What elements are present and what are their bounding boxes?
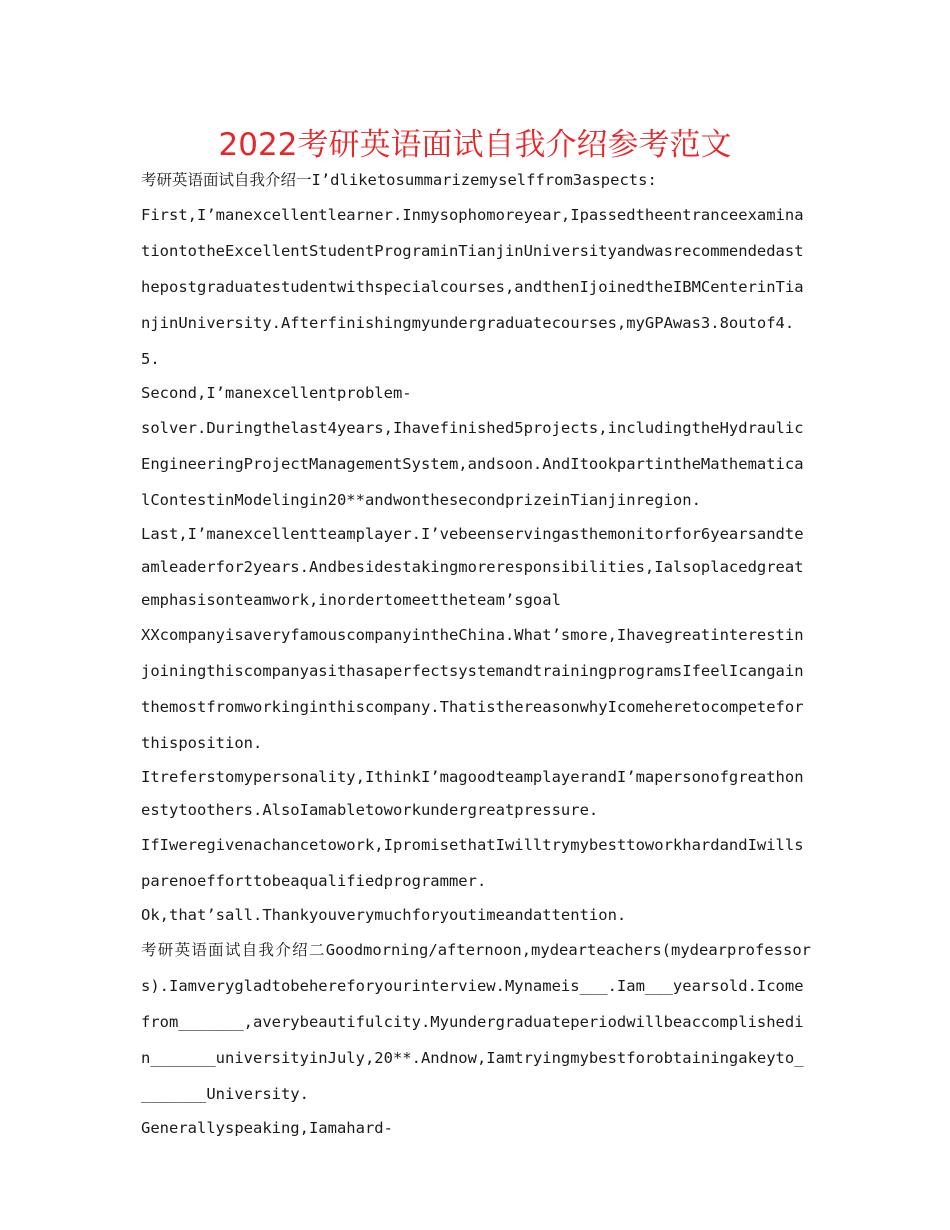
paragraph-promise: IfIweregivenachancetowork,IpromisethatIwilltrymybesttoworkhardandIwillsparenoefforttobeaqualifiedprogrammer. bbox=[141, 836, 804, 890]
document-body bbox=[141, 164, 811, 1145]
paragraph-thanks: Ok,that’sall.Thankyouverymuchforyoutimeandattention. bbox=[141, 906, 627, 924]
paragraph-intro-one-heading: 考研英语面试自我介绍一I’dliketosummarizemyselffrom3aspects: bbox=[141, 171, 657, 189]
paragraph-company: XXcompanyisaveryfamouscompanyintheChina.What’smore,IhavegreatinterestinjoiningthiscompanyasithasaperfectsystemandtrainingprogramsIfeelIcangainthemostfromworkinginthiscompany.ThatisthereasonwhyIcomeheretocompeteforthisposition. bbox=[141, 626, 804, 752]
paragraph-last-team-player: Last,I’manexcellentteamplayer.I’vebeenservingasthemonitorfor6yearsandteamleaderfor2years.Andbesidestakingmoreresponsibilities,Ialsoplacedgreatemphasisonteamwork,inordertomeettheteam’sgoal bbox=[141, 525, 804, 609]
paragraph-personality: Itreferstomypersonality,IthinkI’magoodteamplayerandI’mapersonofgreathonestytoothers.AlsoIamabletoworkundergreatpressure. bbox=[141, 768, 804, 819]
paragraph-intro-two: 考研英语面试自我介绍二Goodmorning/afternoon,mydearteachers(mydearprofessors).Iamverygladtobehereforyourinterview.Mynameis___.Iam___yearsold.Icomefrom_______,averybeautifulcity.Myundergraduateperiodwillbeaccomplishedin_______universityinJuly,20**.Andnow,Iamtryingmybestforobtainingakeyto________University. bbox=[141, 941, 811, 1103]
document-title: 2022考研英语面试自我介绍参考范文 bbox=[218, 127, 732, 163]
paragraph-second-solver: solver.Duringthelast4years,Ihavefinished5projects,includingtheHydraulicEngineeringProjectManagementSystem,andsoon.AndItookpartintheMathematicalContestinModelingin20**andwonthesecondprizeinTianjinregion. bbox=[141, 419, 804, 509]
paragraph-generally-speaking: Generallyspeaking,Iamahard- bbox=[141, 1119, 393, 1137]
paragraph-first-learner: First,I’manexcellentlearner.Inmysophomoreyear,IpassedtheentranceexaminationtotheExcellentStudentPrograminTianjinUniversityandwasrecommendedasthepostgraduatestudentwithspecialcourses,andthenIjoinedtheIBMCenterinTianjinUniversity.Afterfinishingmyundergraduatecourses,myGPAwas3.8outof4.5. bbox=[141, 206, 804, 368]
paragraph-second-heading: Second,I’manexcellentproblem- bbox=[141, 384, 412, 402]
